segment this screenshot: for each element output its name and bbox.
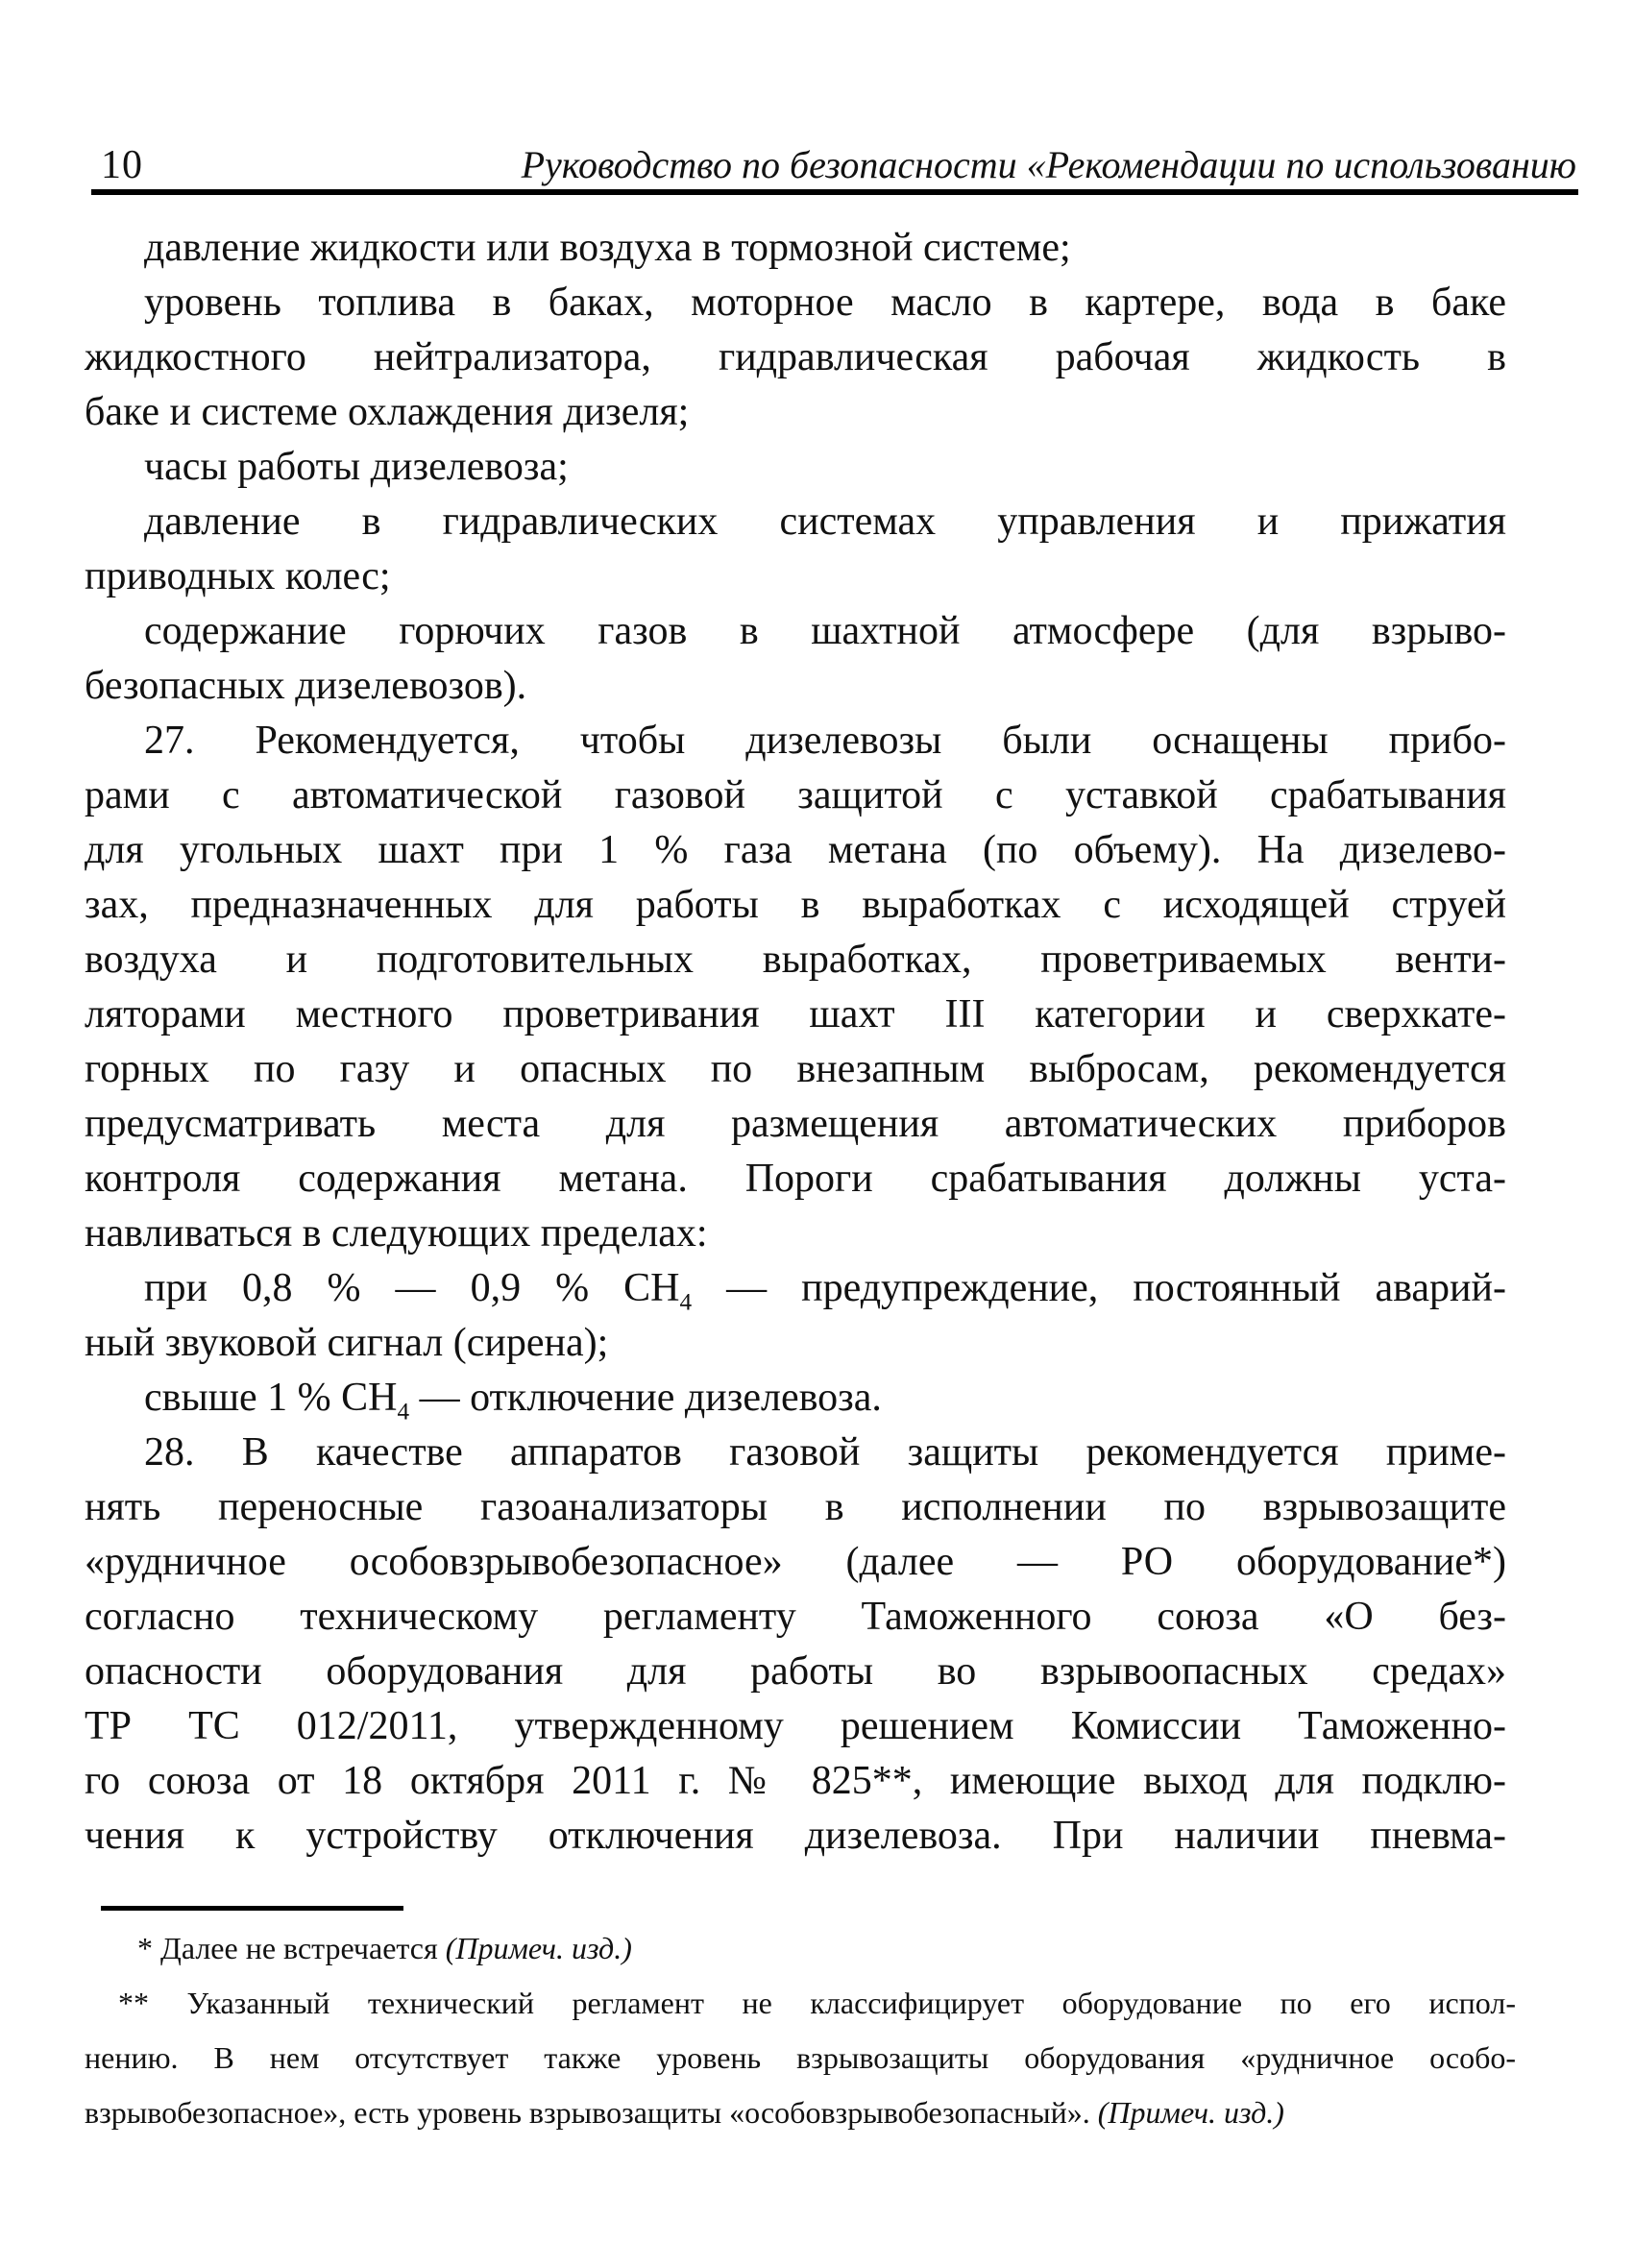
running-title: Руководство по безопасности «Рекомендации по использованию: [521, 143, 1576, 186]
body-line: контроля содержания метана. Пороги срабатывания должны уста-: [85, 1157, 1506, 1201]
body-line: для угольных шахт при 1 % газа метана (по объему). На дизелево-: [85, 828, 1506, 872]
line-text: — предупреждение, постоянный аварий-: [692, 1266, 1506, 1310]
body-line: го союза от 18 октября 2011 г. № 825**, имеющие выход для подклю-: [85, 1759, 1506, 1803]
footnote-separator: [101, 1906, 403, 1911]
body-line: нять переносные газоанализаторы в исполнении по взрывозащите: [85, 1485, 1506, 1529]
body-line: баке и системе охлаждения дизеля;: [85, 390, 690, 434]
body-text: [85, 221, 1506, 1864]
footnote-text: взрывобезопасное», есть уровень взрывозащиты «особовзрывобезопасный».: [85, 2095, 1098, 2130]
body-line-methane-warning: [85, 1261, 1506, 1316]
footnote-text: * Далее не встречается: [137, 1931, 446, 1965]
body-line: согласно техническому регламенту Таможенного союза «О без-: [85, 1595, 1506, 1639]
line-text: — отключение дизелевоза.: [409, 1376, 882, 1420]
body-line: жидкостного нейтрализатора, гидравлическая рабочая жидкость в: [85, 335, 1506, 379]
body-line: ляторами местного проветривания шахт III категории и сверхкате-: [85, 992, 1506, 1036]
subscript: 4: [397, 1399, 410, 1426]
body-line: опасности оборудования для работы во взрывоопасных средах»: [85, 1649, 1506, 1694]
running-header: [101, 142, 1576, 188]
footnote-editor-note: (Примеч. изд.): [1097, 2095, 1284, 2130]
body-line: чения к устройству отключения дизелевоза. При наличии пневма-: [85, 1814, 1506, 1858]
line-text: свыше 1 % CH: [144, 1376, 398, 1420]
body-line: часы работы дизелевоза;: [144, 445, 569, 489]
body-line: навливаться в следующих пределах:: [85, 1211, 708, 1256]
body-line: 27. Рекомендуется, чтобы дизелевозы были оснащены прибо-: [144, 719, 1506, 763]
body-line: предусматривать места для размещения автоматических приборов: [85, 1102, 1506, 1146]
body-line: давление жидкости или воздуха в тормозной системе;: [144, 226, 1071, 270]
footnote-line: ** Указанный технический регламент не классифицирует оборудование по его испол-: [118, 1986, 1516, 2020]
body-line: содержание горючих газов в шахтной атмосфере (для взрыво-: [144, 609, 1506, 653]
header-rule: [91, 189, 1578, 195]
body-line: горных по газу и опасных по внезапным выбросам, рекомендуется: [85, 1047, 1506, 1091]
subscript: 4: [679, 1289, 693, 1316]
body-line: безопасных дизелевозов).: [85, 664, 527, 708]
body-line: ный звуковой сигнал (сирена);: [85, 1321, 609, 1365]
body-line: ТР ТС 012/2011, утвержденному решением Комиссии Таможенно-: [85, 1704, 1506, 1748]
body-line: рами с автоматической газовой защитой с уставкой срабатывания: [85, 773, 1506, 817]
footnote-line: [85, 1925, 1516, 1980]
body-line: давление в гидравлических системах управления и прижатия: [144, 500, 1506, 544]
body-line: «рудничное особовзрывобезопасное» (далее — РО оборудование*): [85, 1540, 1506, 1584]
footnote-line: нению. В нем отсутствует также уровень взрывозащиты оборудования «рудничное особо-: [85, 2040, 1516, 2075]
body-line: воздуха и подготовительных выработках, проветриваемых венти-: [85, 938, 1506, 982]
line-text: при 0,8 % — 0,9 % CH: [144, 1266, 680, 1310]
page-number: 10: [101, 143, 143, 187]
body-line: зах, предназначенных для работы в выработках с исходящей струей: [85, 883, 1506, 927]
body-line: уровень топлива в баках, моторное масло в картере, вода в баке: [144, 280, 1506, 325]
footnote-editor-note: (Примеч. изд.): [445, 1931, 632, 1965]
body-line-methane-shutdown: [85, 1371, 1506, 1426]
footnote-line: [85, 2089, 1516, 2144]
footnotes: [85, 1925, 1516, 2144]
body-line: 28. В качестве аппаратов газовой защиты рекомендуется приме-: [144, 1430, 1506, 1475]
body-line: приводных колес;: [85, 554, 391, 598]
